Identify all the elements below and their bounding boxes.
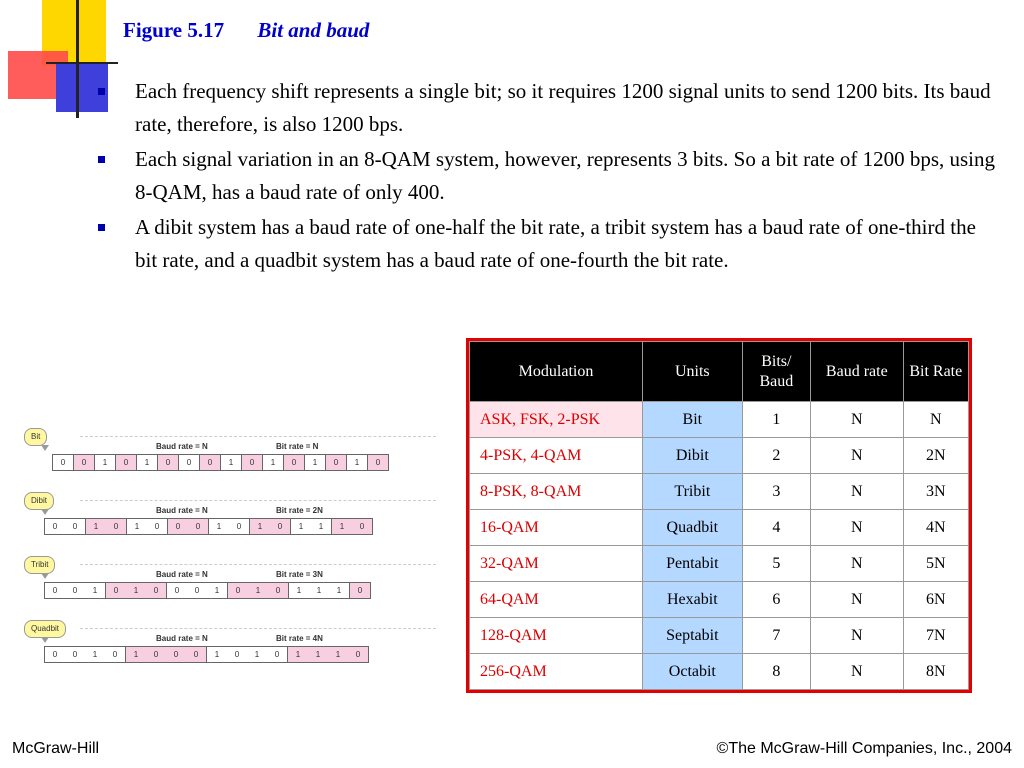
bit-cell: 0 [270, 519, 290, 534]
header-bit-rate: Bit Rate [903, 342, 968, 402]
bit-cell: 0 [166, 583, 187, 598]
baud-rate-label: Baud rate = N [156, 570, 208, 579]
bit-cell: 0 [199, 455, 220, 470]
logo-vertical-line [76, 0, 79, 118]
bit-sequence [44, 582, 371, 599]
bit-cell: 1 [208, 519, 229, 534]
callout-tail-icon [41, 445, 49, 451]
bit-cell: 0 [325, 455, 346, 470]
table-row: 4-PSK, 4-QAM Dibit 2 N 2N [470, 438, 969, 474]
callout-label [24, 556, 55, 574]
bullet-item: Each frequency shift represents a single bit; so it requires 1200 signal units to send 1200 bits. Its baud rate, therefore, is also 1200 bps. [94, 75, 999, 141]
callout-label [24, 428, 47, 446]
header-units: Units [643, 342, 743, 402]
baud-rate-label: Baud rate = N [156, 442, 208, 451]
bit-cell: 0 [241, 455, 262, 470]
bit-cell: 1 [346, 455, 367, 470]
bit-cell: 1 [126, 583, 146, 598]
bit-cell: 0 [157, 455, 178, 470]
table-row: 64-QAM Hexabit 6 N 6N [470, 582, 969, 618]
callout-tail-icon [41, 637, 49, 643]
header-bits-per-baud: Bits/ Baud [742, 342, 810, 402]
bit-cell: 0 [106, 519, 126, 534]
bit-cell: 1 [126, 519, 147, 534]
table-row: 8-PSK, 8-QAM Tribit 3 N 3N [470, 474, 969, 510]
dashed-guide-line [80, 628, 436, 629]
diagram-row-quadbit [20, 620, 440, 680]
bit-cell: 1 [262, 455, 283, 470]
bit-cell: 1 [249, 519, 270, 534]
bit-cell: 0 [188, 519, 208, 534]
square-bullet-icon [98, 224, 105, 231]
bullet-item: Each signal variation in an 8-QAM system, however, represents 3 bits. So a bit rate of 1200 bps, using 8-QAM, has a baud rate of only 400. [94, 143, 999, 209]
bit-cell: 1 [85, 519, 106, 534]
table-row: 32-QAM Pentabit 5 N 5N [470, 546, 969, 582]
bit-cell: 1 [206, 647, 227, 662]
bit-cell: 0 [178, 455, 199, 470]
callout-tail-icon [41, 509, 49, 515]
bit-cell: 0 [72, 522, 78, 531]
bit-cell: 1 [308, 647, 328, 662]
bit-cell: 1 [328, 647, 348, 662]
bit-cell: 1 [92, 586, 98, 595]
bit-cell: 0 [154, 522, 160, 531]
callout-label [24, 620, 66, 638]
bit-cell: 0 [60, 458, 66, 467]
bit-baud-diagram [20, 420, 440, 680]
baud-rate-label: Baud rate = N [156, 634, 208, 643]
baud-rate-label: Baud rate = N [156, 506, 208, 515]
bit-cell: 0 [73, 455, 94, 470]
bit-cell: 0 [352, 519, 372, 534]
bit-cell: 1 [316, 586, 322, 595]
bullet-list [94, 75, 999, 279]
modulation-table [466, 338, 972, 693]
callout-label [24, 492, 54, 510]
bit-cell: 0 [52, 586, 58, 595]
footer-publisher: McGraw-Hill [12, 740, 100, 757]
bit-cell: 0 [166, 647, 186, 662]
table-row: ASK, FSK, 2-PSK Bit 1 N N [470, 402, 969, 438]
bit-sequence [44, 518, 373, 535]
bullet-item: A dibit system has a baud rate of one-half the bit rate, a tribit system has a baud rate of one-third the bit rate, and a quadbit system has a baud rate of one-fourth the bit rate. [94, 211, 999, 277]
callout-text: Bit [31, 432, 41, 441]
bit-cell: 0 [349, 583, 370, 598]
table-row: 256-QAM Octabit 8 N 8N [470, 654, 969, 690]
logo-horizontal-line [46, 62, 118, 64]
bit-cell: 1 [288, 583, 309, 598]
table-row: 16-QAM Quadbit 4 N 4N [470, 510, 969, 546]
bit-cell: 1 [136, 455, 157, 470]
callout-text: Tribit [31, 560, 49, 569]
figure-number: Figure 5.17 [123, 18, 225, 42]
callout-text: Quadbit [31, 624, 60, 633]
bit-cell: 0 [112, 650, 118, 659]
bit-cell: 1 [290, 519, 311, 534]
bit-cell: 0 [367, 455, 388, 470]
bit-cell: 1 [220, 455, 241, 470]
footer-copyright: ©The McGraw-Hill Companies, Inc., 2004 [716, 740, 1012, 757]
table-row: 128-QAM Septabit 7 N 7N [470, 618, 969, 654]
header-modulation: Modulation [470, 342, 643, 402]
bit-cell: 0 [72, 586, 78, 595]
bit-rate-label: Bit rate = 3N [276, 570, 323, 579]
slide-title [123, 18, 369, 43]
bit-cell: 1 [331, 519, 352, 534]
dashed-guide-line [80, 436, 436, 437]
bit-rate-label: Bit rate = 4N [276, 634, 323, 643]
bit-sequence [44, 646, 369, 663]
bit-cell: 0 [348, 647, 368, 662]
diagram-row-bit [20, 428, 440, 488]
bit-cell: 1 [214, 586, 220, 595]
square-bullet-icon [98, 88, 105, 95]
bit-cell: 0 [105, 583, 126, 598]
bit-cell: 1 [304, 455, 325, 470]
bit-cell: 0 [146, 583, 166, 598]
bit-cell: 0 [146, 647, 166, 662]
bit-cell: 0 [234, 650, 240, 659]
callout-text: Dibit [31, 496, 48, 505]
callout-tail-icon [41, 573, 49, 579]
bit-cell: 1 [248, 583, 268, 598]
bit-cell: 0 [72, 650, 78, 659]
bit-cell: 1 [336, 586, 342, 595]
bit-cell: 1 [254, 650, 260, 659]
table-header-row [470, 342, 969, 402]
bit-cell: 1 [92, 650, 98, 659]
square-bullet-icon [98, 156, 105, 163]
dashed-guide-line [80, 500, 436, 501]
bit-cell: 0 [194, 586, 200, 595]
diagram-row-tribit [20, 556, 440, 616]
bit-cell: 1 [318, 522, 324, 531]
bit-cell: 0 [115, 455, 136, 470]
bit-cell: 1 [94, 455, 115, 470]
dashed-guide-line [80, 564, 436, 565]
bit-cell: 0 [52, 650, 58, 659]
bit-cell: 0 [167, 519, 188, 534]
bit-rate-label: Bit rate = 2N [276, 506, 323, 515]
bit-cell: 0 [52, 522, 58, 531]
bit-cell: 1 [287, 647, 308, 662]
bit-cell: 0 [227, 583, 248, 598]
bit-cell: 0 [186, 647, 206, 662]
header-baud-rate: Baud rate [811, 342, 904, 402]
bit-cell: 0 [283, 455, 304, 470]
bit-cell: 0 [236, 522, 242, 531]
bit-cell: 0 [268, 583, 288, 598]
bit-cell: 0 [274, 650, 280, 659]
bit-sequence [52, 454, 389, 471]
diagram-row-dibit [20, 492, 440, 552]
bit-cell: 1 [125, 647, 146, 662]
figure-title: Bit and baud [257, 18, 370, 42]
bit-rate-label: Bit rate = N [276, 442, 319, 451]
